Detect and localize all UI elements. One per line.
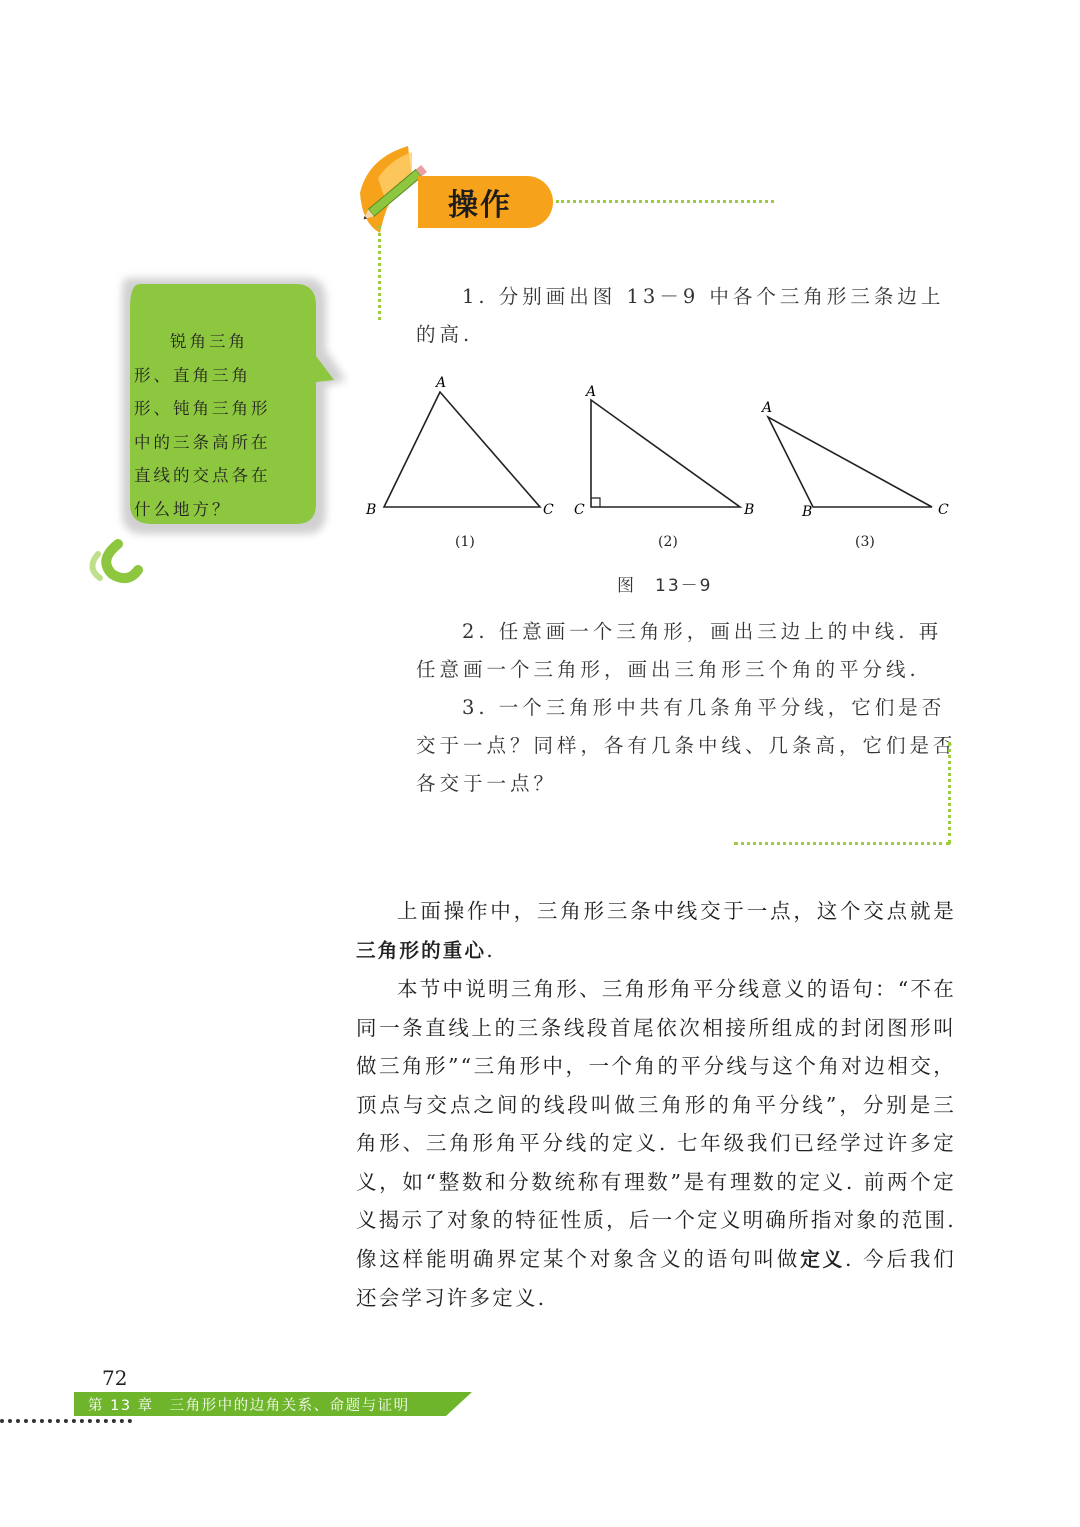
activity-item-3-line-2: 交于一点？同样，各有几条中线、几条高，它们是否 [416,734,957,757]
paragraph-1-text: 上面操作中，三角形三条中线交于一点，这个交点就是 [397,899,956,923]
triangle-1 [384,392,540,507]
activity-item-2-line-2: 任意画一个三角形，画出三角形三个角的平分线. [416,658,920,681]
bubble-question: 锐角三角形、直角三角形、钝角三角形中的三条高所在直线的交点各在什么地方？ [134,332,271,519]
vertex-label-B3: B [802,504,813,520]
term-definition: 定义 [800,1247,846,1271]
paragraph-1-end: . [486,937,495,962]
triangle-3-caption: (3) [855,534,875,550]
figure-caption: 图 13－9 [617,576,713,596]
chapter-title: 第 13 章 三角形中的边角关系、命题与证明 [88,1398,410,1414]
activity-item-3-line-1: 3. 一个三角形中共有几条角平分线，它们是否 [462,696,946,719]
triangle-2 [591,400,740,507]
right-dotted-border [948,742,951,844]
vertex-label-B2: B [744,502,755,518]
paragraph-2-text: 本节中说明三角形、三角形角平分线意义的语句：“不在同一条直线上的三条线段首尾依次相接所组成的封闭图形叫做三角形”“三角形中，一个角的平分线与这个角对边相交，顶点与交点之间的线段叫做三角形的角平分线”，分别是三角形、三角形角平分线的定义. 七年级我们已经学过许多定义，如“整数和分数统称有理数”是有理数的定义. 前两个定义揭示了对象的特征性质，后一个定义明确所指对象的范围. 像这样能明确界定某个对象含义的语句叫做 [356,977,956,1271]
paragraph-2 [356,970,956,1318]
bottom-dotted-line [734,842,950,845]
page-number: 72 [102,1366,128,1390]
vertex-label-C1: C [543,502,554,518]
left-dotted-border [378,226,381,320]
activity-item-2-line-1: 2. 任意画一个三角形，画出三边上的中线. 再 [462,620,943,643]
activity-item-1-line-2: 的高. [416,323,474,346]
activity-item-3-line-3: 各交于一点？ [416,772,558,795]
footer-dotted-line [0,1419,132,1423]
vertex-label-A1: A [436,375,447,391]
vertex-label-A2: A [586,384,597,400]
term-centroid: 三角形的重心 [356,938,487,962]
vertex-label-C3: C [938,502,949,518]
vertex-label-C2: C [574,502,585,518]
triangle-1-caption: (1) [455,534,475,550]
vertex-label-B1: B [366,502,377,518]
vertex-label-A3: A [762,400,773,416]
paragraph-2-end: . 今后我们还会学习许多定义. [356,1246,956,1310]
section-title: 操作 [448,188,512,223]
triangle-2-caption: (2) [658,534,678,550]
activity-item-1-line-1: 1. 分别画出图 13－9 中各个三角形三条边上 [462,285,945,308]
triangle-3 [768,417,932,507]
body-text [356,892,956,1318]
header-dotted-line [556,200,774,203]
paragraph-1 [356,892,956,970]
